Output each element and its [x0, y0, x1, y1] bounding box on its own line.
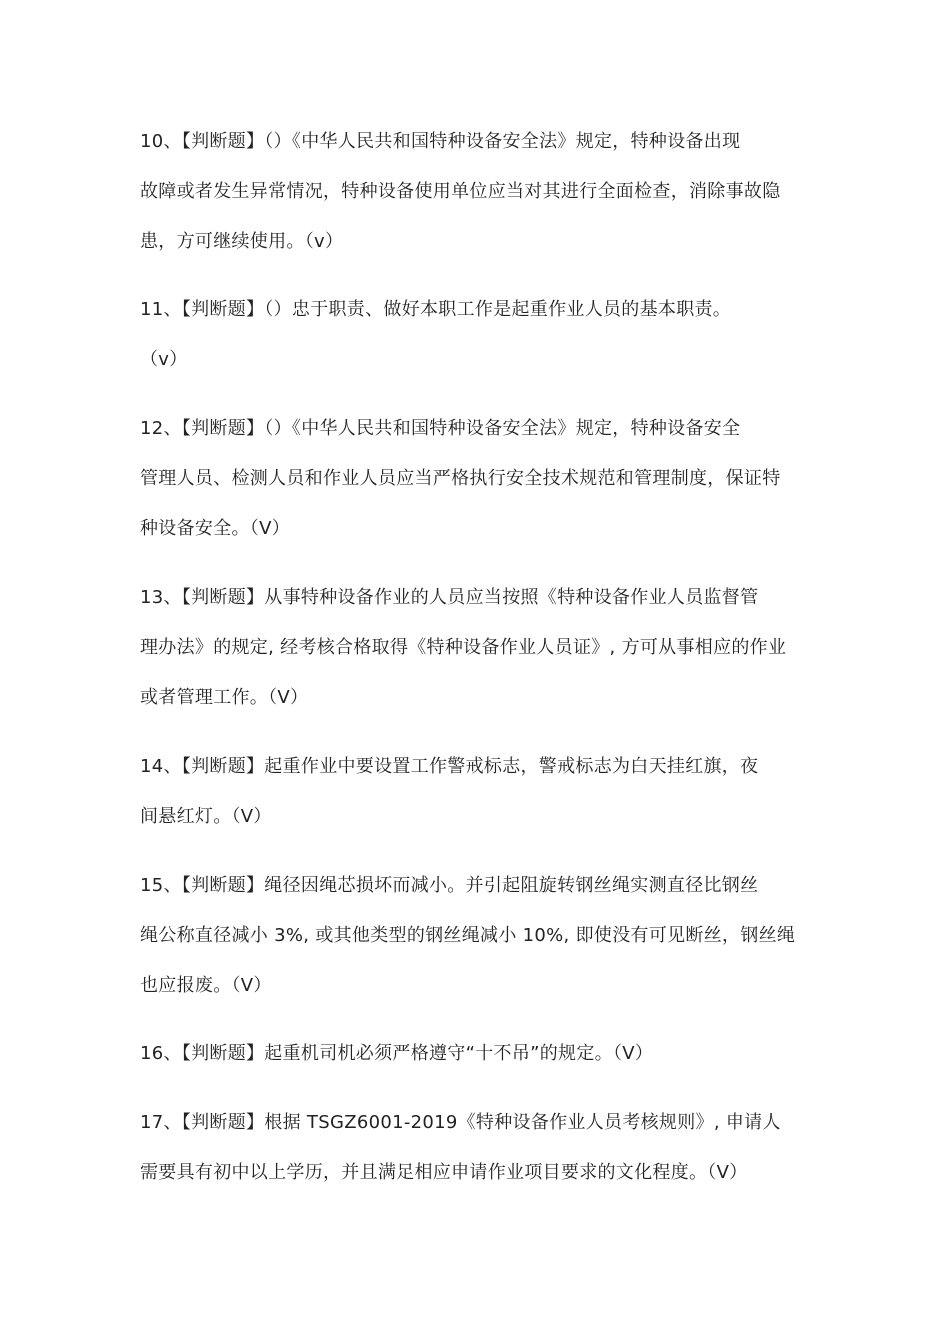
question-line: 12、【判断题】（）《中华人民共和国特种设备安全法》规定，特种设备安全 [140, 418, 741, 439]
question-line: 也应报废。（V） [140, 975, 272, 996]
question-line: 或者管理工作。（V） [140, 687, 309, 708]
question-line: 10、【判断题】（）《中华人民共和国特种设备安全法》规定，特种设备出现 [140, 131, 741, 152]
question-line: 13、【判断题】从事特种设备作业的人员应当按照《特种设备作业人员监督管 [140, 587, 759, 608]
question-line: 患，方可继续使用。（v） [140, 231, 344, 252]
question-line: 理办法》的规定, 经考核合格取得《特种设备作业人员证》, 方可从事相应的作业 [140, 637, 787, 658]
question-16 [140, 1029, 815, 1079]
question-line: （v） [140, 349, 188, 370]
question-line: 间悬红灯。（V） [140, 806, 272, 827]
question-line: 绳公称直径减小 3%, 或其他类型的钢丝绳减小 10%, 即使没有可见断丝，钢丝绳 [140, 925, 796, 946]
question-17 [140, 1098, 815, 1198]
question-11 [140, 285, 815, 385]
question-13 [140, 573, 815, 723]
question-line: 14、【判断题】起重作业中要设置工作警戒标志，警戒标志为白天挂红旗，夜 [140, 756, 759, 777]
question-line: 管理人员、检测人员和作业人员应当严格执行安全技术规范和管理制度，保证特 [140, 468, 781, 489]
question-15 [140, 861, 815, 1011]
question-line: 15、【判断题】绳径因绳芯损坏而减小。并引起阻旋转钢丝绳实测直径比钢丝 [140, 875, 759, 896]
question-line: 11、【判断题】（）忠于职责、做好本职工作是起重作业人员的基本职责。 [140, 299, 732, 320]
question-line: 17、【判断题】根据 TSGZ6001-2019《特种设备作业人员考核规则》, 申请人 [140, 1112, 781, 1133]
question-line: 种设备安全。（V） [140, 518, 291, 539]
question-line: 需要具有初中以上学历，并且满足相应申请作业项目要求的文化程度。（V） [140, 1162, 748, 1183]
question-10 [140, 117, 815, 267]
question-14 [140, 742, 815, 842]
question-12 [140, 404, 815, 554]
question-line: 16、【判断题】起重机司机必须严格遵守“十不吊”的规定。（V） [140, 1043, 654, 1064]
question-line: 故障或者发生异常情况，特种设备使用单位应当对其进行全面检查，消除事故隐 [140, 181, 781, 202]
